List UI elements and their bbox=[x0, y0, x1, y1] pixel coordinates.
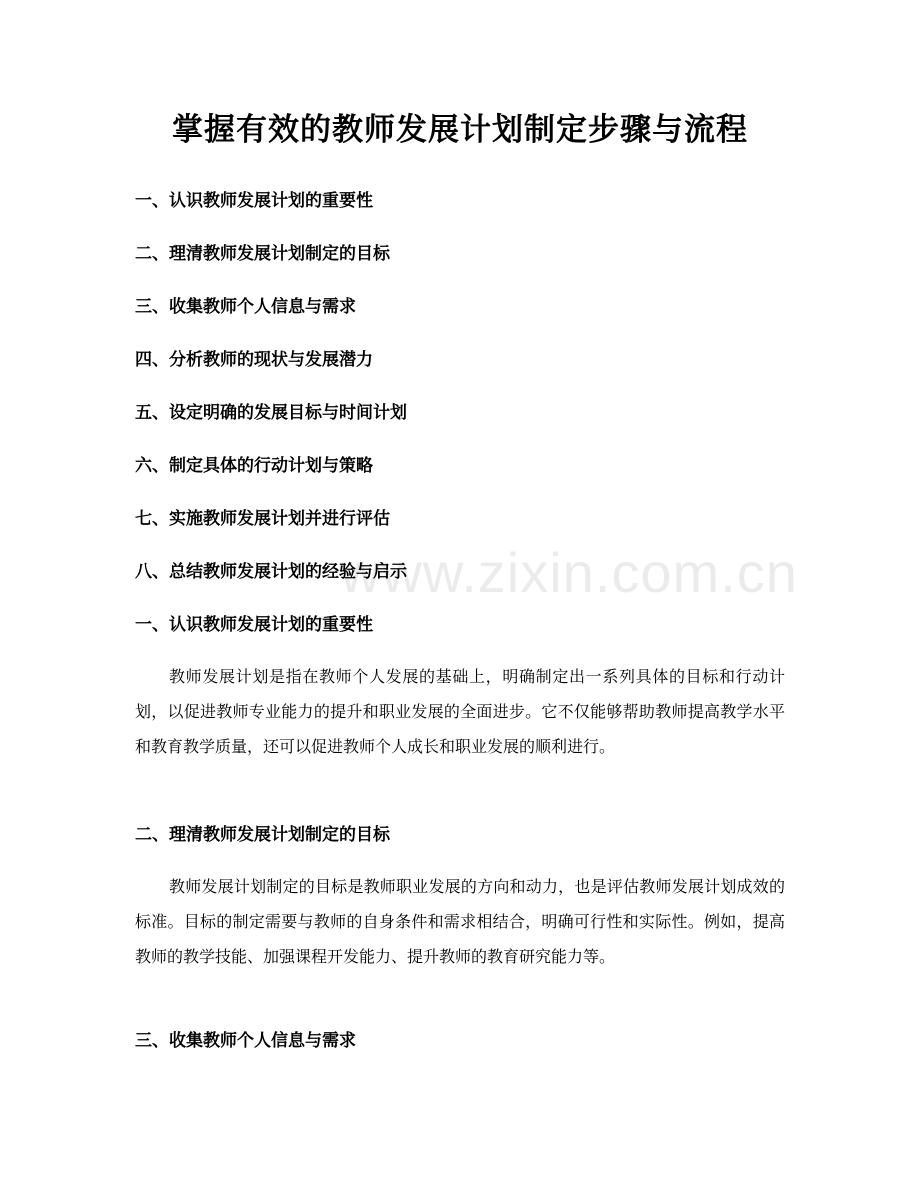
watermark: www.zixin.com.cn bbox=[340, 541, 798, 604]
section-heading-3: 三、收集教师个人信息与需求 bbox=[135, 1031, 356, 1051]
document-title: 掌握有效的教师发展计划制定步骤与流程 bbox=[172, 112, 748, 148]
section-heading-1: 一、认识教师发展计划的重要性 bbox=[135, 615, 373, 635]
toc-item-4: 四、分析教师的现状与发展潜力 bbox=[135, 350, 373, 370]
toc-item-8: 八、总结教师发展计划的经验与启示 bbox=[135, 562, 407, 582]
toc-item-2: 二、理清教师发展计划制定的目标 bbox=[135, 244, 390, 264]
toc-item-7: 七、实施教师发展计划并进行评估 bbox=[135, 509, 390, 529]
toc-item-5: 五、设定明确的发展目标与时间计划 bbox=[135, 403, 407, 423]
section-paragraph-2: 教师发展计划制定的目标是教师职业发展的方向和动力，也是评估教师发展计划成效的标准。目标的制定需要与教师的自身条件和需求相结合，明确可行性和实际性。例如，提高教师的教学技能、加强课程开发能力、提升教师的教育研究能力等。 bbox=[135, 877, 785, 966]
toc-item-3: 三、收集教师个人信息与需求 bbox=[135, 297, 356, 317]
section-heading-2: 二、理清教师发展计划制定的目标 bbox=[135, 825, 390, 845]
toc-item-1: 一、认识教师发展计划的重要性 bbox=[135, 191, 373, 211]
section-paragraph-1: 教师发展计划是指在教师个人发展的基础上，明确制定出一系列具体的目标和行动计划，以促进教师专业能力的提升和职业发展的全面进步。它不仅能够帮助教师提高教学水平和教育教学质量，还可以促进教师个人成长和职业发展的顺利进行。 bbox=[135, 667, 785, 756]
toc-item-6: 六、制定具体的行动计划与策略 bbox=[135, 456, 373, 476]
